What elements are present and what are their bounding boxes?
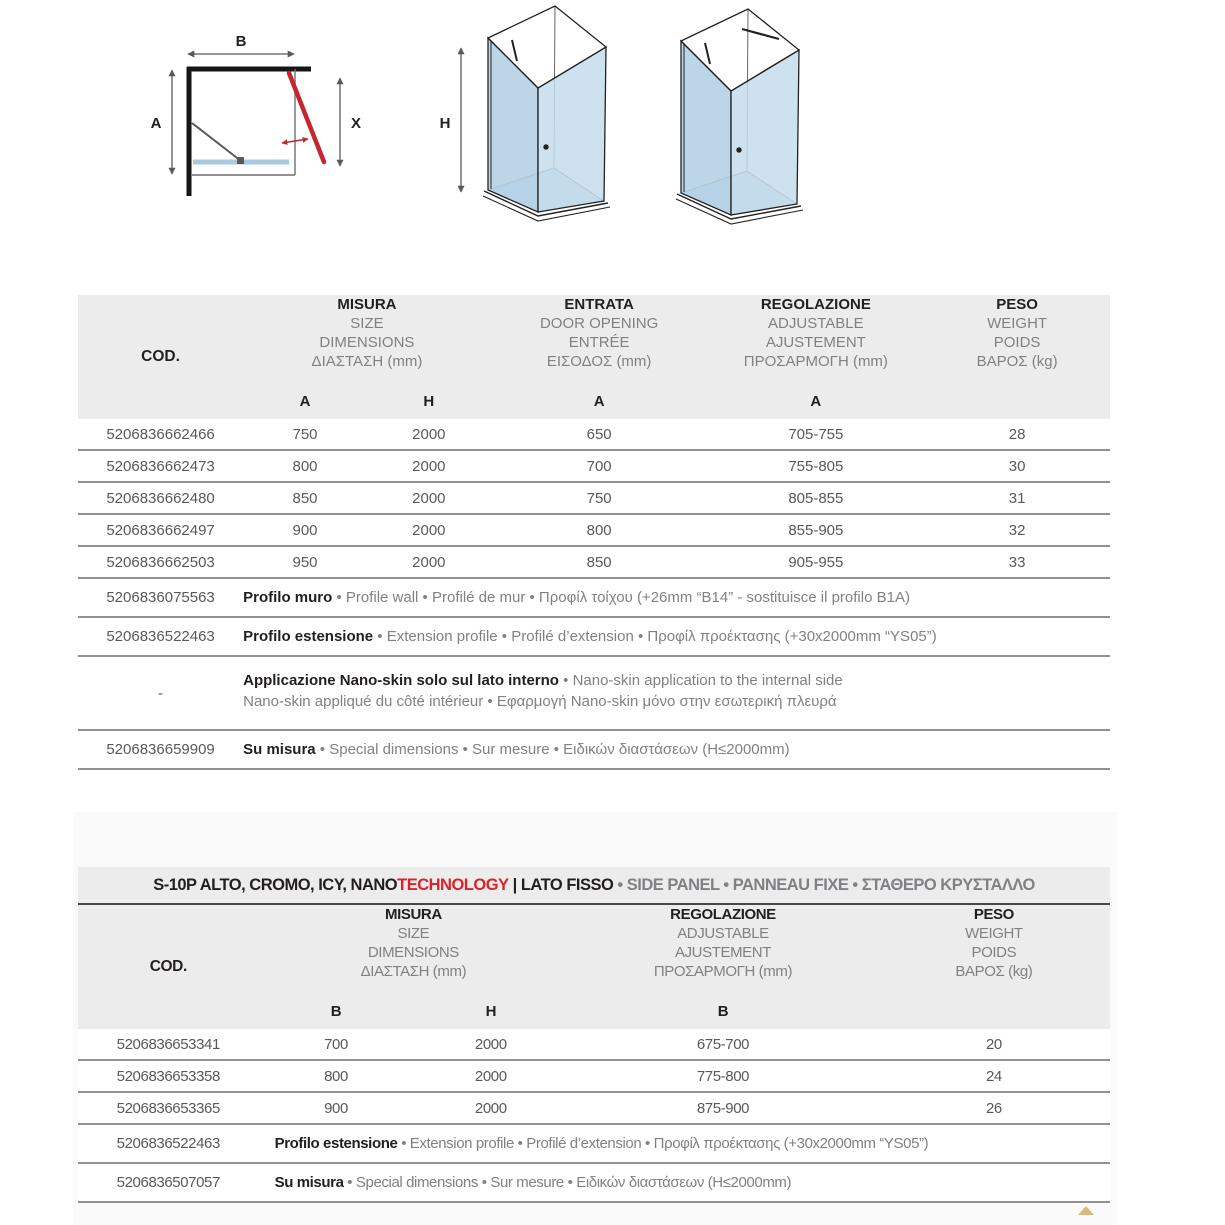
col-header-regolazione: REGOLAZIONE ADJUSTABLE AJUSTEMENT ΠΡΟΣΑΡΜΟΓΗ (mm) [568,905,878,1001]
cell-h: 2000 [474,1099,507,1117]
title-model: S-10P ALTO, CROMO, ICY, NANO [153,875,398,894]
cell-entrata: 750 [586,489,612,507]
cell-peso: 31 [1008,489,1026,507]
accessory-row-profilo-estensione [78,617,1110,656]
accessory-description: Profilo estensione • Extension profile • Profilé d’extension • Προφίλ προέκτασης (+30x2000mm “YS05”) [274,1135,929,1152]
cell-regolazione: 705-755 [788,425,844,443]
table2-header [78,905,1110,1029]
accessory-row-profilo-estensione [78,1124,1110,1163]
door-knob [543,144,548,149]
col-header-cod: COD. [78,295,243,419]
pivot-door [289,73,324,162]
cell-regolazione: 855-905 [788,521,844,539]
cell-regolazione: 775-800 [696,1067,750,1085]
cell-cod: 5206836662480 [106,489,215,507]
table-row [78,1060,1110,1092]
subcol-entrata-a: A [491,391,708,419]
accessory-description: Profilo estensione • Extension profile • Profilé d’extension • Προφίλ προέκτασης (+30x2000mm “YS05”) [243,628,937,645]
cell-a: 850 [292,489,318,507]
plan-view-diagram [151,33,361,196]
cell-peso: 30 [1008,457,1026,475]
cell-cod: 5206836075563 [106,589,215,606]
cell-regolazione: 905-955 [788,553,844,571]
table-row [78,450,1110,482]
cell-h: 2000 [412,553,446,571]
cell-a: 900 [292,521,318,539]
cell-cod: 5206836653358 [116,1067,220,1085]
cell-h: 2000 [412,521,446,539]
corner-marker [1078,1206,1094,1215]
cell-cod: 5206836522463 [106,628,215,645]
cell-a: 950 [292,553,318,571]
col-header-cod: COD. [78,905,259,1029]
cell-cod: 5206836662497 [106,521,215,539]
side-panel-title [78,867,1110,905]
hinge-mark [705,43,710,64]
cell-peso: 28 [1008,425,1026,443]
cell-peso: 32 [1008,521,1026,539]
cell-b: 700 [324,1035,348,1053]
table-row [78,419,1110,450]
cell-cod: 5206836653365 [116,1099,220,1117]
spec-table-side-panel [78,905,1110,1203]
accessory-row-profilo-muro [78,578,1110,617]
title-translations: • SIDE PANEL • PANNEAU FIXE • ΣΤΑΘΕΡΟ ΚΡΥΣΤΑΛΛΟ [613,875,1035,894]
side-panel-section [78,867,1110,1203]
glass-panel-right [538,47,606,212]
technical-diagrams [70,0,1120,270]
table-row [78,1092,1110,1124]
support-bar-joint [237,157,244,164]
cell-peso: 20 [985,1035,1002,1053]
title-technology: TECHNOLOGY [397,875,509,894]
cell-cod: - [158,684,164,702]
cell-b: 900 [324,1099,348,1117]
accessory-description: Profilo muro • Profile wall • Profilé de mur • Προφίλ τοίχου (+26mm “B14” - sostituisce il profilo B1A) [243,589,910,606]
cell-a: 750 [292,425,318,443]
subcol-regolazione-a: A [707,391,924,419]
cell-b: 800 [324,1067,348,1085]
spec-table-door [78,295,1110,770]
accessory-row-su-misura [78,730,1110,769]
hinge-mark [512,40,517,61]
label-x: X [350,115,362,132]
subcol-a: A [243,391,367,419]
cell-cod: 5206836522463 [116,1135,220,1152]
cell-peso: 33 [1008,553,1026,571]
cell-cod: 5206836662503 [106,553,215,571]
cell-h: 2000 [412,457,446,475]
cell-cod: 5206836653341 [116,1035,220,1053]
cell-cod: 5206836662473 [106,457,215,475]
accessory-row-nano-skin [78,656,1110,730]
accessory-row-su-misura [78,1163,1110,1202]
cell-entrata: 700 [586,457,612,475]
cell-entrata: 850 [586,553,612,571]
cell-regolazione: 755-805 [788,457,844,475]
accessory-description: Su misura • Special dimensions • Sur mesure • Ειδικών διαστάσεων (H≤2000mm) [243,741,790,758]
cell-regolazione: 875-900 [696,1099,750,1117]
col-header-misura: MISURA SIZE DIMENSIONS ΔΙΑΣΤΑΣΗ (mm) [259,905,569,1001]
cell-h: 2000 [412,425,446,443]
cell-cod: 5206836659909 [106,741,215,758]
title-lato-fisso: | LATO FISSO [508,875,614,894]
door-knob [736,147,741,152]
col-header-peso: PESO WEIGHT POIDS ΒΑΡΟΣ (kg) [924,295,1110,419]
subcol-h: H [367,391,491,419]
subcol-regolazione-b: B [568,1001,878,1029]
cell-regolazione: 805-855 [788,489,844,507]
glass-panel-left [681,41,731,215]
cell-peso: 26 [985,1099,1002,1117]
cell-entrata: 650 [586,425,612,443]
glass-panel-left [488,38,538,212]
cell-h: 2000 [474,1035,507,1053]
cell-a: 800 [292,457,318,475]
support-bar [192,123,241,161]
col-header-entrata: ENTRATA DOOR OPENING ENTRÉE ΕΙΣΟΔΟΣ (mm) [491,295,708,391]
cell-cod: 5206836662466 [106,425,215,443]
accessory-description: Su misura • Special dimensions • Sur mesure • Ειδικών διαστάσεων (H≤2000mm) [274,1174,792,1191]
subcol-h: H [413,1001,568,1029]
cell-entrata: 800 [586,521,612,539]
col-header-peso: PESO WEIGHT POIDS ΒΑΡΟΣ (kg) [878,905,1110,1029]
label-a: A [150,115,162,132]
cell-peso: 24 [985,1067,1002,1085]
table1-header [78,295,1110,419]
table-row [78,546,1110,578]
cell-h: 2000 [412,489,446,507]
table-row [78,1029,1110,1060]
cell-regolazione: 675-700 [696,1035,750,1053]
subcol-b: B [259,1001,414,1029]
cell-cod: 5206836507057 [116,1174,220,1191]
table-row [78,514,1110,546]
accessory-description: Applicazione Nano-skin solo sul lato interno • Nano-skin application to the internal side Nano-skin appliqué du côté intérieur • Εφαρμογή Nano-skin μόνο στην εσωτερική πλευρά [243,671,843,710]
enclosure-3d-closed [483,6,610,221]
cell-h: 2000 [474,1067,507,1085]
enclosure-3d-open [676,9,803,224]
glass-panel-right [731,50,799,215]
table-row [78,482,1110,514]
label-b: B [235,33,247,50]
col-header-misura: MISURA SIZE DIMENSIONS ΔΙΑΣΤΑΣΗ (mm) [243,295,491,391]
label-h: H [439,115,451,132]
col-header-regolazione: REGOLAZIONE ADJUSTABLE AJUSTEMENT ΠΡΟΣΑΡΜΟΓΗ (mm) [707,295,924,391]
